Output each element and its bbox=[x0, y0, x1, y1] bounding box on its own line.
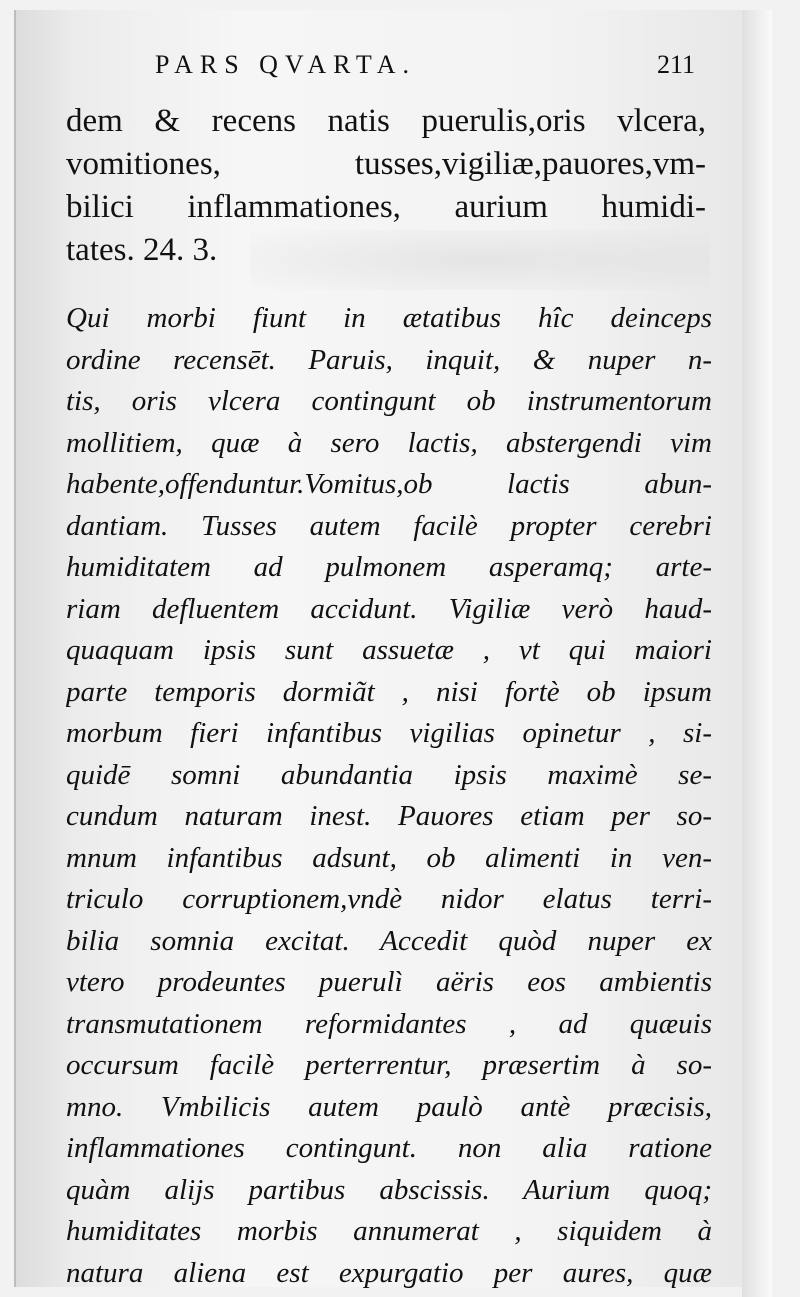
text-line: morbum fieri infantibus vigilias opinetur , si- bbox=[66, 717, 712, 749]
page-header bbox=[155, 50, 695, 90]
text-line: mno. Vmbilicis autem paulò antè præcisis, bbox=[66, 1090, 712, 1123]
bleed-through bbox=[250, 230, 710, 290]
text-line: bilici inflammationes, aurium humidi- bbox=[66, 189, 706, 225]
text-line: cundum naturam inest. Pauores etiam per so- bbox=[66, 800, 712, 832]
text-line: quidē somni abundantia ipsis maximè se- bbox=[66, 758, 712, 791]
text-line: humiditates morbis annumerat , siquidem à bbox=[66, 1215, 712, 1247]
text-line: Qui morbi fiunt in ætatibus hîc deinceps bbox=[66, 302, 712, 334]
text-line: bilia somnia excitat. Accedit quòd nuper ex bbox=[66, 924, 712, 957]
running-head: PARS QVARTA. bbox=[155, 50, 416, 79]
text-line: humiditatem ad pulmonem asperamq; arte- bbox=[66, 551, 712, 583]
page-edge bbox=[742, 10, 772, 1297]
text-line: natura aliena est expurgatio per aures, quæ bbox=[66, 1256, 712, 1289]
text-line: tates. 24. 3. bbox=[66, 232, 218, 268]
text-line: occursum facilè perterrentur, præsertim à so- bbox=[66, 1049, 712, 1081]
page-number: 211 bbox=[656, 50, 695, 79]
text-line: parte temporis dormiãt , nisi fortè ob ipsum bbox=[66, 675, 712, 708]
text-line: tis, oris vlcera contingunt ob instrumentorum bbox=[66, 385, 712, 417]
commentary-paragraph bbox=[66, 298, 712, 1294]
text-line: mollitiem, quæ à sero lactis, abstergendi vim bbox=[66, 426, 712, 459]
text-line: mnum infantibus adsunt, ob alimenti in ven- bbox=[66, 841, 712, 874]
text-line: ordine recensēt. Paruis, inquit, & nuper n- bbox=[66, 343, 712, 376]
text-line: dem & recens natis puerulis,oris vlcera, bbox=[66, 103, 706, 139]
text-line: vtero prodeuntes puerulì aëris eos ambientis bbox=[66, 966, 712, 998]
text-line: riam defluentem accidunt. Vigiliæ verò haud- bbox=[66, 592, 712, 625]
text-line: transmutationem reformidantes , ad quæuis bbox=[66, 1007, 712, 1040]
text-line: habente,offenduntur.Vomitus,ob lactis abun- bbox=[66, 468, 712, 500]
text-line: triculo corruptionem,vndè nidor elatus terri- bbox=[66, 883, 712, 915]
text-line: inflammationes contingunt. non alia ratione bbox=[66, 1132, 712, 1164]
text-line: quàm alijs partibus abscissis. Aurium quoq; bbox=[66, 1173, 712, 1206]
text-line: dantiam. Tusses autem facilè propter cerebri bbox=[66, 509, 712, 542]
text-line: quaquam ipsis sunt assuetæ , vt qui maiori bbox=[66, 634, 712, 666]
text-line: vomitiones, tusses,vigiliæ,pauores,vm- bbox=[66, 146, 706, 182]
